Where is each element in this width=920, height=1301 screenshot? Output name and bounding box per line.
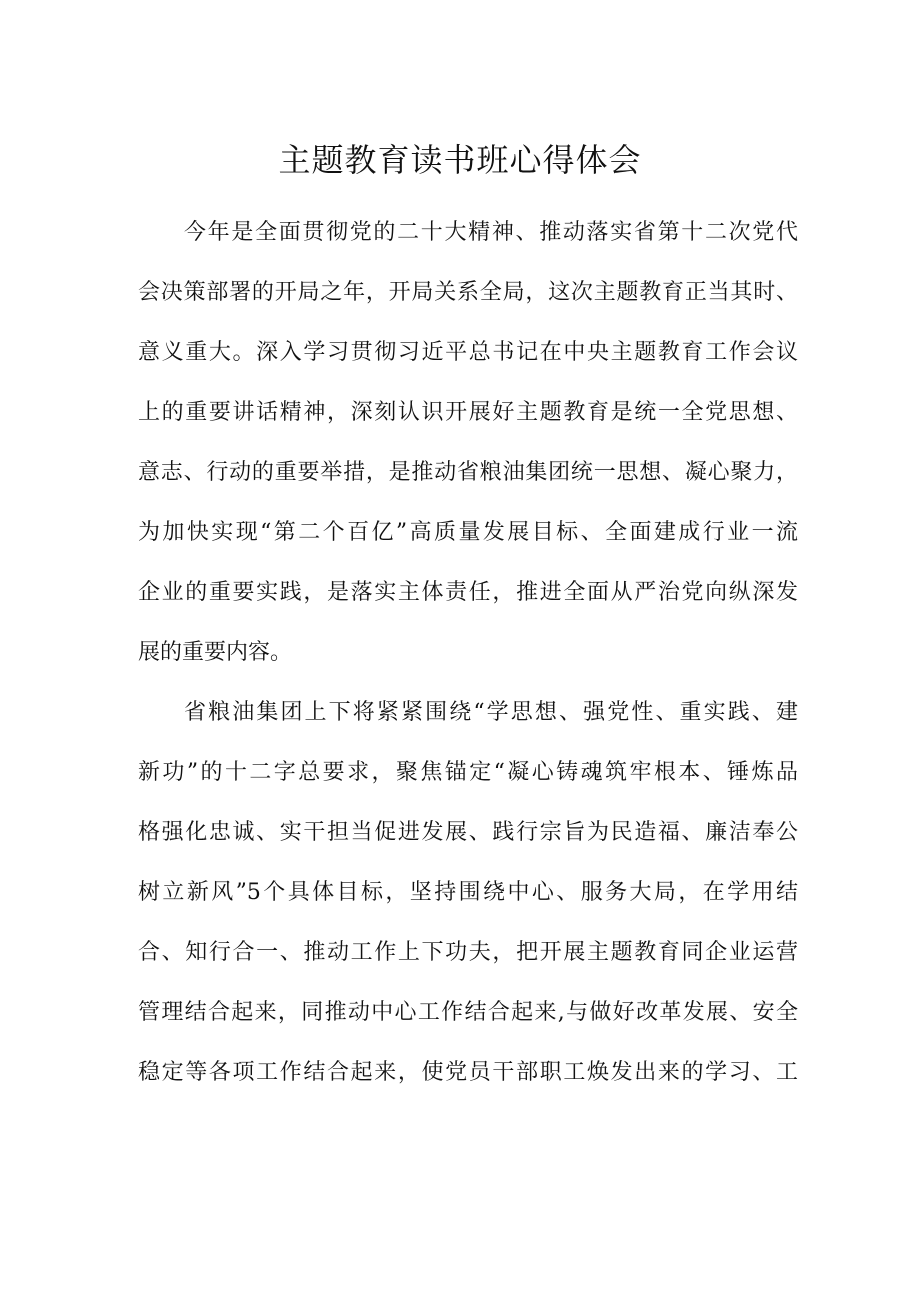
paragraph-2-line-2: 新功”的十二字总要求，聚焦锚定“凝心铸魂筑牢根本、锤炼品 (138, 760, 798, 785)
paragraph-1-line-8: 展的重要内容。 (138, 640, 293, 665)
paragraph-2-line-3: 格强化忠诚、实干担当促进发展、践行宗旨为民造福、廉洁奉公 (138, 820, 798, 845)
paragraph-1-line-6: 为加快实现“第二个百亿”高质量发展目标、全面建成行业一流 (138, 520, 798, 545)
paragraph-2-line-7: 稳定等各项工作结合起来，使党员干部职工焕发出来的学习、工 (138, 1060, 798, 1085)
document-title: 主题教育读书班心得体会 (278, 141, 642, 179)
paragraph-2-line-6: 管理结合起来，同推动中心工作结合起来,与做好改革发展、安全 (138, 1000, 798, 1025)
paragraph-1-line-3: 意义重大。深入学习贯彻习近平总书记在中央主题教育工作会议 (138, 340, 798, 365)
paragraph-1-line-7: 企业的重要实践，是落实主体责任，推进全面从严治党向纵深发 (138, 580, 798, 605)
paragraph-2-line-5: 合、知行合一、推动工作上下功夫，把开展主题教育同企业运营 (138, 940, 798, 965)
paragraph-2-line-4: 树立新风”5个具体目标，坚持围绕中心、服务大局，在学用结 (138, 880, 798, 905)
paragraph-2-line-1: 省粮油集团上下将紧紧围绕“学思想、强党性、重实践、建 (184, 700, 798, 725)
paragraph-1-line-5: 意志、行动的重要举措，是推动省粮油集团统一思想、凝心聚力， (138, 460, 798, 485)
paragraph-1-line-1: 今年是全面贯彻党的二十大精神、推动落实省第十二次党代 (184, 220, 798, 245)
paragraph-1-line-2: 会决策部署的开局之年，开局关系全局，这次主题教育正当其时、 (138, 280, 798, 305)
paragraph-1-line-4: 上的重要讲话精神，深刻认识开展好主题教育是统一全党思想、 (138, 400, 798, 425)
